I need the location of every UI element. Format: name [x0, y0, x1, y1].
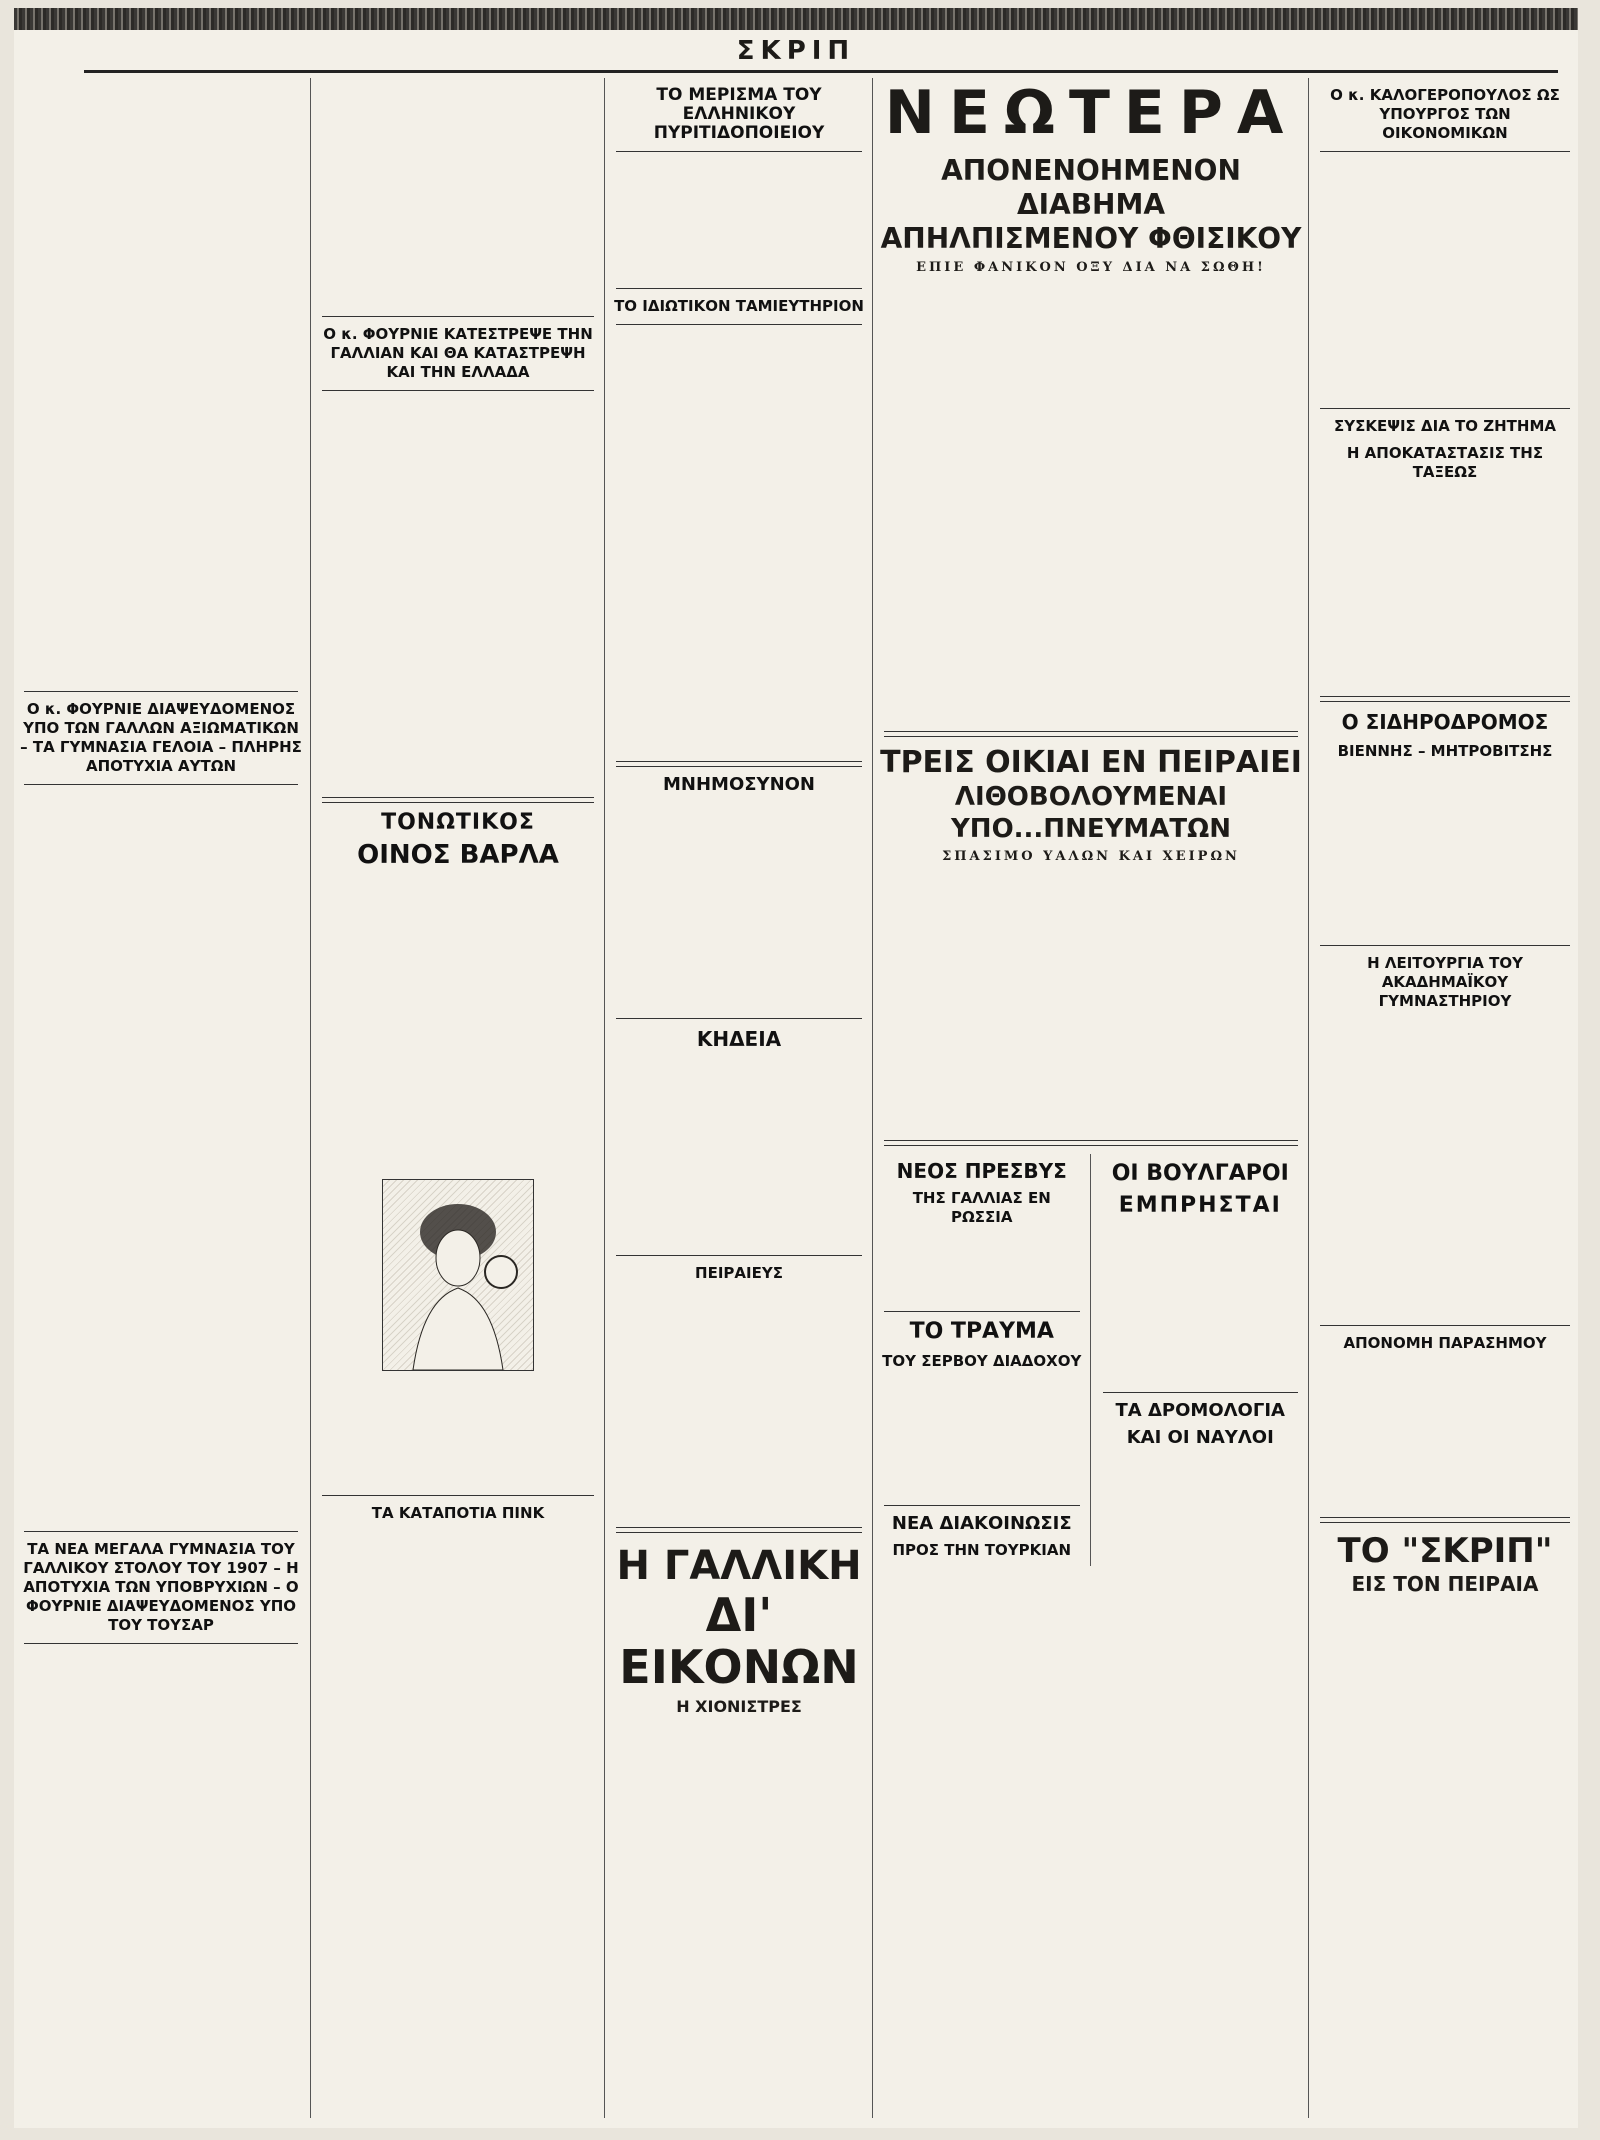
col3-headline-piraeus: ΠΕΙΡΑΙΕΥΣ — [695, 1264, 783, 1282]
col4-subcolumns — [880, 1154, 1302, 1566]
col4-headline-6a: ΟΙ ΒΟΥΛΓΑΡΟΙ — [1111, 1161, 1289, 1186]
column-1 — [20, 78, 302, 2118]
column-3 — [612, 78, 866, 2118]
col1-headline-2: ΤΑ ΝΕΑ ΜΕΓΑΛΑ ΓΥΜΝΑΣΙΑ ΤΟΥ ΓΑΛΛΙΚΟΥ ΣΤΟΛΟΥ ΤΟΥ 1907 – Η ΑΠΟΤΥΧΙΑ ΤΩΝ ΥΠΟΒΡΥΧΙΩΝ – Ο ΦΟΥΡΝΙΕ ΔΙΑΨΕΥΔΟΜΕΝΟΣ ΥΠΟ ΤΟΥ ΤΟΥΣΑΡ — [23, 1539, 299, 1634]
col5-text-1 — [1316, 160, 1574, 400]
col3-text-memorial — [612, 800, 866, 1010]
col5-headline-4a: Ο ΣΙΔΗΡΟΔΡΟΜΟΣ — [1341, 710, 1549, 734]
col3-text-2 — [612, 333, 866, 753]
body-text — [20, 78, 302, 94]
ad-illustration — [382, 1179, 534, 1371]
column-5 — [1316, 78, 1574, 2118]
col3-headline-2: ΤΟ ΙΔΙΩΤΙΚΟΝ ΤΑΜΙΕΥΤΗΡΙΟΝ — [614, 297, 864, 315]
col4-text-4 — [880, 1377, 1084, 1497]
col5-headline-3: Η ΑΠΟΚΑΤΑΣΤΑΣΙΣ ΤΗΣ ΤΑΞΕΩΣ — [1346, 444, 1544, 481]
masthead-rule — [84, 70, 1558, 73]
col3-ad-big-3: Η ΧΙΟΝΙΣΤΡΕΣ — [676, 1697, 802, 1716]
column-4 — [880, 78, 1302, 2118]
col3-text-piraeus — [612, 1289, 866, 1519]
col4-text-1 — [880, 283, 1302, 723]
ad-tonic-text — [318, 873, 598, 1173]
column-2-text-block-2 — [318, 399, 598, 789]
masthead: ΣΚΡΙΠ — [736, 36, 856, 66]
ad-tonic-title: ΤΟΝΩΤΙΚΟΣ — [381, 810, 535, 835]
news-banner: ΝΕΩΤΕΡΑ — [884, 78, 1298, 148]
col4-headline-5a: ΝΕΑ ΔΙΑΚΟΙΝΩΣΙΣ — [891, 1513, 1072, 1534]
col4-headline-6b: ΕΜΠΡΗΣΤΑΙ — [1118, 1193, 1282, 1218]
col4-headline-4b: ΤΟΥ ΣΕΡΒΟΥ ΔΙΑΔΟΧΟΥ — [882, 1352, 1082, 1370]
column-2-text-block-1 — [318, 78, 598, 308]
column-1-text-block-1 — [20, 123, 302, 683]
col5-big-1: ΤΟ "ΣΚΡΙΠ" — [1337, 1531, 1553, 1571]
col4-headline-7a: ΤΑ ΔΡΟΜΟΛΟΓΙΑ — [1115, 1400, 1285, 1421]
col4-text-3 — [880, 1233, 1084, 1303]
col4-headline-4a: ΤΟ ΤΡΑΥΜΑ — [909, 1319, 1054, 1344]
ad-tonic-caption — [318, 1377, 598, 1487]
ad-pills-title: ΤΑ ΚΑΤΑΠΟΤΙΑ ΠΙΝΚ — [371, 1504, 545, 1522]
col5-headline-1: Ο κ. ΚΑΛΟΓΕΡΟΠΟΥΛΟΣ ΩΣ ΥΠΟΥΡΓΟΣ ΤΩΝ ΟΙΚΟΝΟΜΙΚΩΝ — [1330, 86, 1560, 142]
col5-headline-5: Η ΛΕΙΤΟΥΡΓΙΑ ΤΟΥ ΑΚΑΔΗΜΑΪΚΟΥ ΓΥΜΝΑΣΤΗΡΙΟΥ — [1367, 954, 1523, 1010]
col4-headline-5b: ΠΡΟΣ ΤΗΝ ΤΟΥΡΚΙΑΝ — [892, 1541, 1072, 1559]
col4-headline-2c: ΣΠΑΣΙΜΟ ΥΑΛΩΝ ΚΑΙ ΧΕΙΡΩΝ — [942, 849, 1240, 864]
col3-headline-1: ΤΟ ΜΕΡΙΣΜΑ ΤΟΥ ΕΛΛΗΝΙΚΟΥ ΠΥΡΙΤΙΔΟΠΟΙΕΙΟΥ — [653, 85, 825, 143]
col3-text-1 — [612, 160, 866, 280]
col4-headline-1a: ΑΠΟΝΕΝΟΗΜΕΝΟΝ ΔΙΑΒΗΜΑ — [941, 154, 1241, 221]
col4-headline-3b: ΤΗΣ ΓΑΛΛΙΑΣ ΕΝ ΡΩΣΣΙΑ — [912, 1189, 1051, 1226]
newspaper-page — [14, 8, 1578, 2128]
col5-text-4 — [1316, 1017, 1574, 1317]
col2-headline-1: Ο κ. ΦΟΥΡΝΙΕ ΚΑΤΕΣΤΡΕΨΕ ΤΗΝ ΓΑΛΛΙΑΝ ΚΑΙ ΘΑ ΚΑΤΑΣΤΡΕΨΗ ΚΑΙ ΤΗΝ ΕΛΛΑΔΑ — [323, 325, 593, 381]
col3-ad-big-2: ΔΙ' ΕΙΚΟΝΩΝ — [619, 1588, 859, 1694]
column-1-text-block-2 — [20, 793, 302, 1523]
col4-headline-7b: ΚΑΙ ΟΙ ΝΑΥΛΟΙ — [1126, 1427, 1274, 1448]
col3-headline-funeral: ΚΗΔΕΙΑ — [696, 1027, 782, 1051]
col5-text-3 — [1316, 767, 1574, 937]
column-2 — [318, 78, 598, 2118]
col1-headline-1: Ο κ. ΦΟΥΡΝΙΕ ΔΙΑΨΕΥΔΟΜΕΝΟΣ ΥΠΟ ΤΩΝ ΓΑΛΛΩΝ ΑΞΙΩΜΑΤΙΚΩΝ – ΤΑ ΓΥΜΝΑΣΙΑ ΓΕΛΟΙΑ – ΠΛΗΡΗΣ ΑΠΟΤΥΧΙΑ ΑΥΤΩΝ — [20, 699, 302, 775]
col5-headline-6: ΑΠΟΝΟΜΗ ΠΑΡΑΣΗΜΟΥ — [1343, 1334, 1547, 1352]
col4-subcol-left — [880, 1154, 1091, 1566]
ad-tonic-subtitle: ΟΙΝΟΣ ΒΑΡΛΑ — [357, 840, 559, 870]
col4-text-6 — [1099, 1224, 1303, 1384]
col3-ad-big-1: Η ΓΑΛΛΙΚΗ — [616, 1543, 862, 1589]
col4-headline-2b: ΛΙΘΟΒΟΛΟΥΜΕΝΑΙ ΥΠΟ...ΠΝΕΥΜΑΤΩΝ — [950, 782, 1232, 844]
ad-pills-text — [318, 1529, 598, 1729]
col4-headline-2a: ΤΡΕΙΣ ΟΙΚΙΑΙ ΕΝ ΠΕΙΡΑΙΕΙ — [880, 745, 1302, 780]
col5-headline-4b: ΒΙΕΝΝΗΣ – ΜΗΤΡΟΒΙΤΣΗΣ — [1337, 742, 1553, 760]
woman-with-mirror-icon — [383, 1180, 533, 1370]
col4-headline-3a: ΝΕΟΣ ΠΡΕΣΒΥΣ — [896, 1159, 1067, 1183]
scan-edge-strip — [14, 8, 1578, 30]
col4-headline-1c: ΕΠΙΕ ΦΑΝΙΚΟΝ ΟΞΥ ΔΙΑ ΝΑ ΣΩΘΗ! — [916, 260, 1266, 275]
col5-big-2: ΕΙΣ ΤΟΝ ΠΕΙΡΑΙΑ — [1351, 1572, 1539, 1596]
col4-headline-1b: ΑΠΗΛΠΙΣΜΕΝΟΥ ΦΘΙΣΙΚΟΥ — [880, 222, 1302, 255]
col4-text-2 — [880, 872, 1302, 1132]
col5-text-2 — [1316, 488, 1574, 688]
col5-headline-2: ΣΥΣΚΕΨΙΣ ΔΙΑ ΤΟ ΖΗΤΗΜΑ — [1334, 417, 1556, 435]
col3-headline-memorial: ΜΝΗΜΟΣΥΝΟΝ — [662, 774, 815, 795]
col5-text-5 — [1316, 1359, 1574, 1509]
col3-text-funeral — [612, 1057, 866, 1247]
body-text — [20, 100, 302, 116]
col4-subcol-right — [1099, 1154, 1303, 1566]
